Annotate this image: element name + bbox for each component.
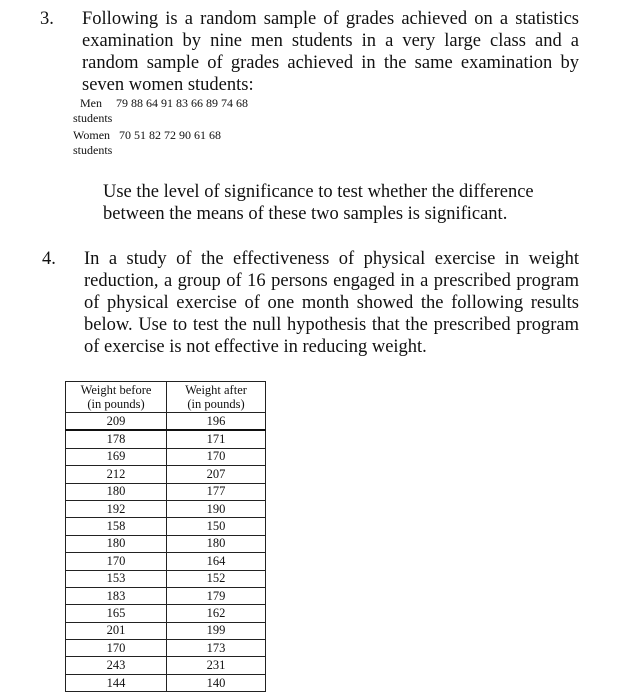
- weight-table-header: [66, 382, 266, 413]
- header-before-line-1: Weight before: [80, 383, 152, 397]
- question-3-number: 3.: [40, 9, 54, 29]
- table-row: [66, 674, 266, 691]
- weight-after-cell: 199: [167, 622, 266, 639]
- weight-after-cell: 152: [167, 570, 266, 587]
- women-sample-row: [73, 128, 221, 143]
- table-row: [66, 466, 266, 483]
- weight-before-cell: 170: [66, 553, 167, 570]
- weight-after-cell: 179: [167, 587, 266, 604]
- question-3-text: Following is a random sample of grades achieved on a statistics examination by nine men students in a very large class and a random sample of grades achieved in the same examination by seven women students:: [82, 9, 579, 95]
- weight-before-cell: 201: [66, 622, 167, 639]
- weight-after-cell: 170: [167, 448, 266, 465]
- weight-after-cell: 140: [167, 674, 266, 691]
- weight-before-cell: 209: [66, 413, 167, 431]
- header-after-line-1: Weight after: [185, 383, 247, 397]
- question-4: [42, 248, 579, 358]
- weight-after-cell: 190: [167, 500, 266, 517]
- weight-after-cell: 180: [167, 535, 266, 552]
- men-sample-row: [80, 96, 248, 111]
- header-before-line-2: (in pounds): [87, 397, 145, 411]
- weight-before-cell: 144: [66, 674, 167, 691]
- weight-before-cell: 169: [66, 448, 167, 465]
- header-after-line-2: (in pounds): [187, 397, 245, 411]
- men-label: Men: [80, 96, 102, 110]
- women-values: 70 51 82 72 90 61 68: [119, 128, 222, 142]
- table-row: [66, 587, 266, 604]
- weight-before-cell: 212: [66, 466, 167, 483]
- weight-after-cell: 164: [167, 553, 266, 570]
- weight-before-cell: 192: [66, 500, 167, 517]
- table-row: [66, 518, 266, 535]
- header-weight-after: [167, 382, 266, 413]
- question-4-number: 4.: [42, 249, 56, 269]
- table-row: [66, 413, 266, 431]
- table-row: [66, 535, 266, 552]
- weight-before-cell: 170: [66, 640, 167, 657]
- table-row: [66, 570, 266, 587]
- question-3: [40, 8, 579, 96]
- weight-before-cell: 180: [66, 483, 167, 500]
- weight-after-cell: 150: [167, 518, 266, 535]
- header-weight-before: [66, 382, 167, 413]
- table-row: [66, 500, 266, 517]
- weight-after-cell: 196: [167, 413, 266, 431]
- weight-before-cell: 178: [66, 430, 167, 448]
- table-row: [66, 640, 266, 657]
- weight-before-cell: 183: [66, 587, 167, 604]
- table-row: [66, 605, 266, 622]
- weight-after-cell: 177: [167, 483, 266, 500]
- weight-before-cell: 158: [66, 518, 167, 535]
- weight-before-cell: 153: [66, 570, 167, 587]
- weight-after-cell: 207: [167, 466, 266, 483]
- table-row: [66, 483, 266, 500]
- table-row: [66, 622, 266, 639]
- women-label: Women: [73, 128, 111, 142]
- weight-after-cell: 171: [167, 430, 266, 448]
- weight-after-cell: 173: [167, 640, 266, 657]
- table-row: [66, 430, 266, 448]
- weight-after-cell: 231: [167, 657, 266, 674]
- men-values: 79 88 64 91 83 66 89 74 68: [116, 96, 248, 110]
- question-4-text: In a study of the effectiveness of physical exercise in weight reduction, a group of 16 persons engaged in a prescribed program of physical exercise of one month showed the following results below. Use to test the null hypothesis that the prescribed program of exercise is not effective in reducing weight.: [84, 249, 579, 357]
- question-3-instruction: Use the level of significance to test whether the difference between the means of these two samples is significant.: [103, 182, 534, 224]
- table-row: [66, 448, 266, 465]
- weight-table: [65, 381, 266, 692]
- weight-before-cell: 165: [66, 605, 167, 622]
- weight-before-cell: 180: [66, 535, 167, 552]
- women-students-label: students: [73, 143, 113, 157]
- weight-before-cell: 243: [66, 657, 167, 674]
- table-row: [66, 553, 266, 570]
- men-students-label: students: [73, 111, 113, 125]
- table-row: [66, 657, 266, 674]
- weight-after-cell: 162: [167, 605, 266, 622]
